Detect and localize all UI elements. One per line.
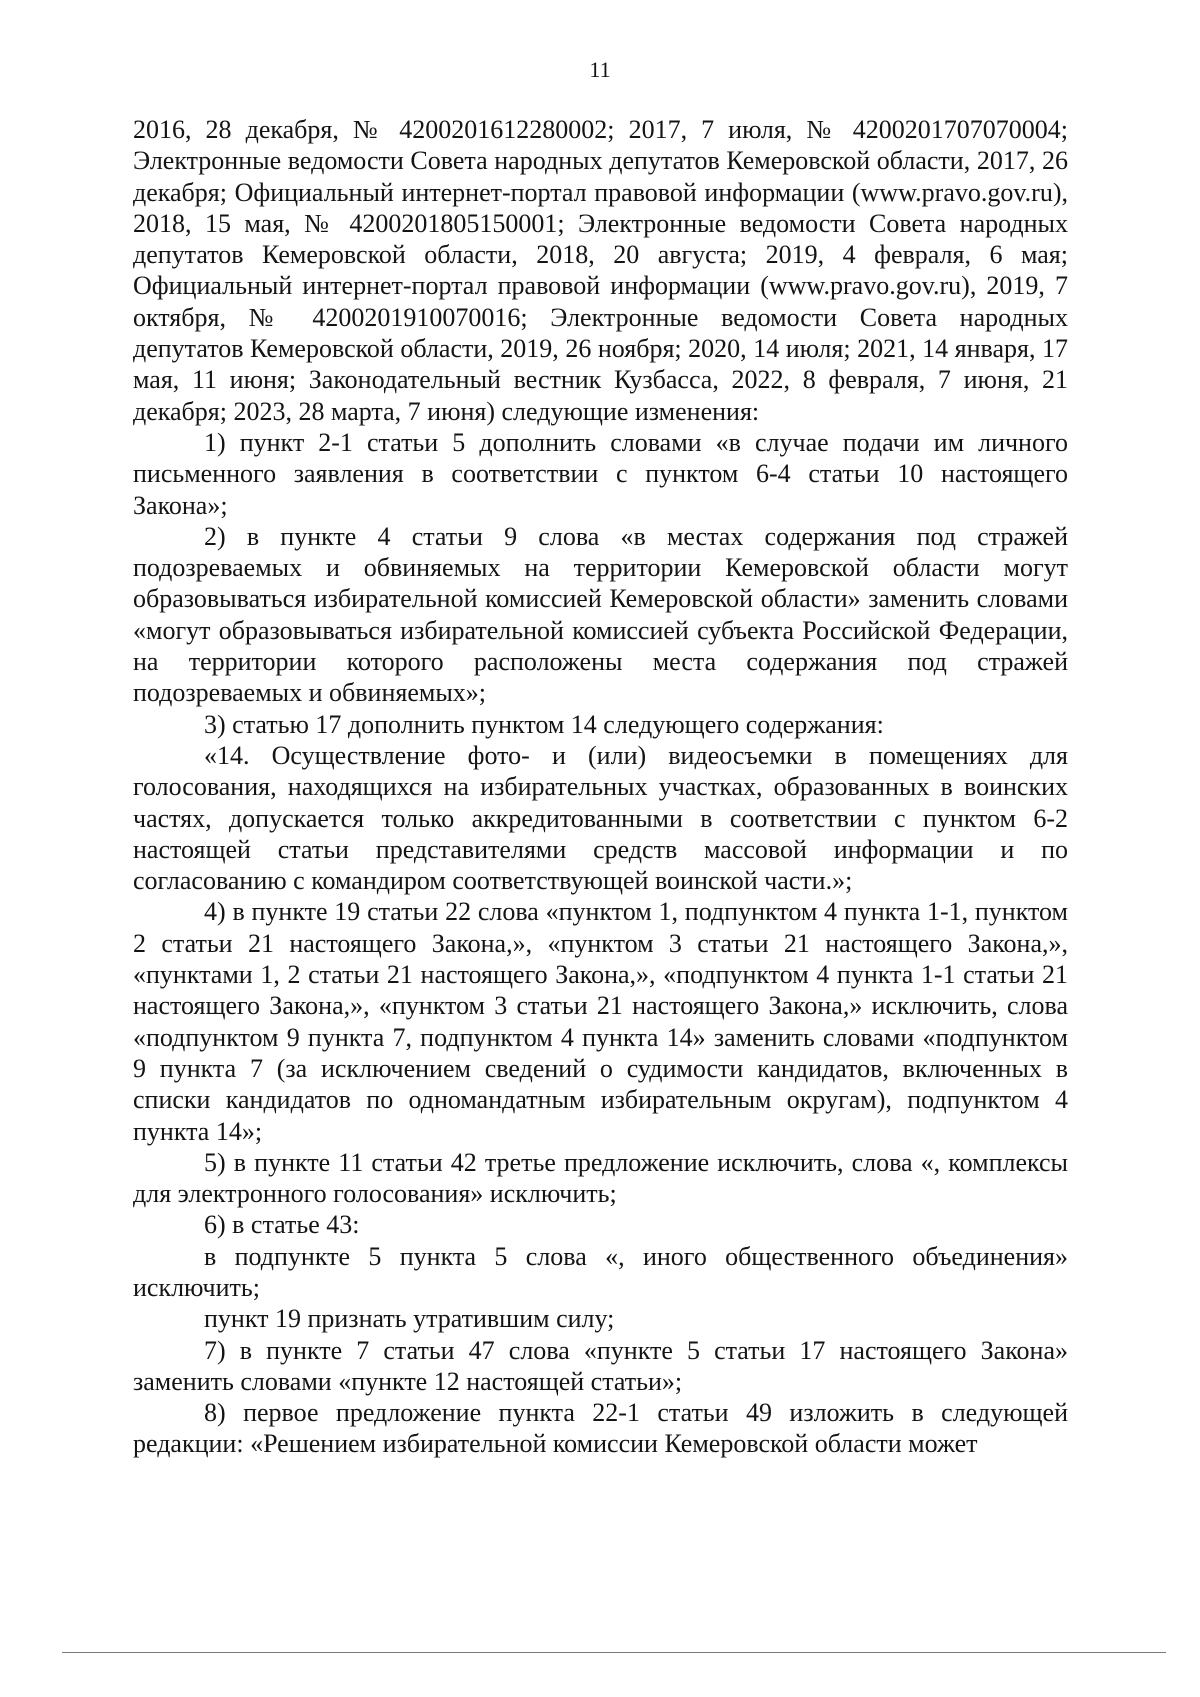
paragraph-item-4: 4) в пункте 19 статьи 22 слова «пунктом 1, подпунктом 4 пункта 1-1, пунктом 2 статьи 21 настоящего Закона,», «пунктом 3 статьи 21 настоящего Закона,», «пунктами 1, 2 статьи 21 настоящего Закона,», «подпунктом 4 пункта 1-1 статьи 21 настоящего Закона,», «пунктом 3 статьи 21 настоящего Закона,» исключить, слова «подпунктом 9 пункта 7, подпунктом 4 пункта 14» заменить словами «подпунктом 9 пункта 7 (за исключением сведений о судимости кандидатов, включенных в списки кандидатов по одномандатным избирательным округам), подпунктом 4 пункта 14»;: [133, 897, 1068, 1146]
paragraph-sources: 2016, 28 декабря, № 4200201612280002; 2017, 7 июля, № 4200201707070004; Электронные ведомости Совета народных депутатов Кемеровской области, 2017, 26 декабря; Официальный интернет-портал правовой информации (www.pravo.gov.ru), 2018, 15 мая, № 4200201805150001; Электронные ведомости Совета народных депутатов Кемеровской области, 2018, 20 августа; 2019, 4 февраля, 6 мая; Официальный интернет-портал правовой информации (www.pravo.gov.ru), 2019, 7 октября, № 4200201910070016; Электронные ведомости Совета народных депутатов Кемеровской области, 2019, 26 ноября; 2020, 14 июля; 2021, 14 января, 17 мая, 11 июня; Законодательный вестник Кузбасса, 2022, 8 февраля, 7 июня, 21 декабря; 2023, 28 марта, 7 июня) следующие изменения:: [133, 115, 1068, 426]
paragraph-item-6-sub-2: пункт 19 признать утратившим силу;: [204, 1304, 615, 1334]
paragraph-item-3: 3) статью 17 дополнить пунктом 14 следующего содержания:: [204, 709, 884, 739]
bottom-rule-divider: [62, 1652, 1166, 1653]
paragraph-item-7: 7) в пункте 7 статьи 47 слова «пункте 5 статьи 17 настоящего Закона» заменить словами «пункте 12 настоящей статьи»;: [133, 1335, 1068, 1396]
paragraph-item-2: 2) в пункте 4 статьи 9 слова «в местах содержания под стражей подозреваемых и обвиняемых на территории Кемеровской области могут образовываться избирательной комиссией Кемеровской области» заменить словами «могут образовываться избирательной комиссией субъекта Российской Федерации, на территории которого расположены места содержания под стражей подозреваемых и обвиняемых»;: [133, 521, 1068, 708]
document-body: [133, 114, 1068, 1460]
paragraph-item-6: 6) в статье 43:: [204, 1210, 360, 1240]
paragraph-item-1: 1) пункт 2-1 статьи 5 дополнить словами «в случае подачи им личного письменного заявления в соответствии с пунктом 6-4 статьи 10 настоящего Закона»;: [133, 427, 1068, 520]
paragraph-quote-14: «14. Осуществление фото- и (или) видеосъемки в помещениях для голосования, находящихся на избирательных участках, образованных в воинских частях, допускается только аккредитованными в соответствии с пунктом 6-2 настоящей статьи представителями средств массовой информации и по согласованию с командиром соответствующей воинской части.»;: [133, 740, 1068, 896]
paragraph-item-6-sub-1: в подпункте 5 пункта 5 слова «, иного общественного объединения» исключить;: [133, 1241, 1068, 1302]
page-number: 11: [589, 57, 611, 82]
paragraph-item-8: 8) первое предложение пункта 22-1 статьи 49 изложить в следующей редакции: «Решением избирательной комиссии Кемеровской области может: [133, 1398, 1068, 1459]
paragraph-item-5: 5) в пункте 11 статьи 42 третье предложение исключить, слова «, комплексы для электронного голосования» исключить;: [133, 1147, 1068, 1209]
